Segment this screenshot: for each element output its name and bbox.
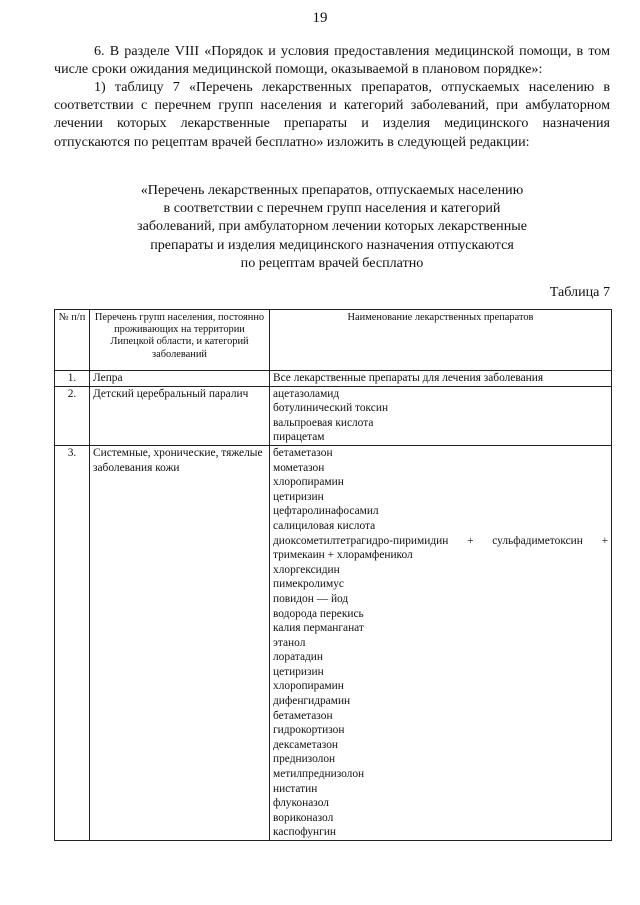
drug-name: пимекролимус: [273, 578, 344, 591]
drug-name: бетаметазон: [273, 446, 333, 459]
table-row: [55, 371, 612, 387]
table-caption: Таблица 7: [549, 284, 610, 300]
drug-name: ацетазоламид: [273, 387, 340, 400]
drug-name: преднизолон: [273, 753, 336, 766]
drug-list: [270, 386, 612, 445]
drug-name: дифенгидрамин: [273, 695, 351, 708]
drug-name: цетиризин: [273, 665, 324, 678]
drug-name: гидрокортизон: [273, 724, 345, 737]
drug-name: салициловая кислота: [273, 519, 376, 532]
drug-list: [270, 371, 612, 387]
drug-name: повидон — йод: [273, 592, 349, 605]
drug-name: бетаметазон: [273, 709, 333, 722]
drug-name: хлоропирамин: [273, 680, 344, 693]
list-title-line: «Перечень лекарственных препаратов, отпускаемых населению: [140, 182, 524, 198]
row-number: 1.: [55, 371, 90, 387]
drug-name: флуконазол: [273, 797, 329, 810]
drug-name: ботулинический токсин: [273, 402, 389, 415]
drug-name: хлоргексидин: [273, 563, 340, 576]
drug-name: водорода перекись: [273, 607, 364, 620]
population-group: Системные, хронические, тяжелые заболевания кожи: [90, 445, 270, 840]
drug-list: [270, 445, 612, 840]
drug-name: цетиризин: [273, 490, 324, 503]
drug-name: цефтаролинафосамил: [273, 505, 379, 518]
drug-name: Все лекарственные препараты для лечения заболевания: [273, 372, 544, 384]
paragraph-section-8: 6. В разделе VIII «Порядок и условия предоставления медицинской помощи, в том числе сроки ожидания медицинской помощи, оказываемой в плановом порядке»:: [54, 43, 610, 78]
drug-name: дексаметазон: [273, 738, 339, 751]
drug-name: вальпроевая кислота: [273, 416, 374, 429]
page-number: 19: [312, 10, 328, 26]
paragraph-table-7-amendment: 1) таблицу 7 «Перечень лекарственных препаратов, отпускаемых населению в соответствии с перечнем групп населения и категорий заболеваний, при амбулаторном лечении которых лекарственные препараты и изделия медицинского назначения отпускаются по рецептам врачей бесплатно» изложить в следующей редакции:: [54, 79, 610, 150]
table-row: [55, 386, 612, 445]
list-title-line: в соответствии с перечнем групп населения и категорий: [163, 200, 501, 217]
drug-name: мометазон: [273, 461, 325, 474]
drug-name: каспофунгин: [273, 826, 337, 839]
table-row: [55, 445, 612, 840]
population-group: Детский церебральный паралич: [90, 386, 270, 445]
list-title-line: по рецептам врачей бесплатно: [240, 254, 424, 271]
header-number: № п/п: [55, 310, 90, 371]
drug-name: вориконазол: [273, 811, 334, 824]
drug-name: хлоропирамин: [273, 476, 344, 489]
row-number: 3.: [55, 445, 90, 840]
header-population-group: Перечень групп населения, постоянно проживающих на территории Липецкой области, и категорий заболеваний: [90, 310, 270, 371]
list-title: [54, 181, 610, 272]
drug-name: этанол: [273, 636, 306, 649]
population-group: Лепра: [90, 371, 270, 387]
list-title-line: заболеваний, при амбулаторном лечении которых лекарственные: [137, 218, 527, 235]
header-drug-names: Наименование лекарственных препаратов: [270, 310, 612, 371]
drug-name: пирацетам: [273, 431, 325, 444]
drug-name: метилпреднизолон: [273, 768, 365, 781]
row-number: 2.: [55, 386, 90, 445]
table-header-row: [55, 310, 612, 371]
drug-name: нистатин: [273, 782, 318, 795]
drug-name: калия перманганат: [273, 622, 364, 635]
medications-table: [54, 309, 612, 841]
drug-name: диоксометилтетрагидро-пиримидин + сульфадиметоксин + тримекаин + хлорамфеникол: [273, 534, 608, 562]
list-title-line: препараты и изделия медицинского назначения отпускаются: [150, 236, 514, 253]
drug-name: лоратадин: [273, 651, 323, 664]
